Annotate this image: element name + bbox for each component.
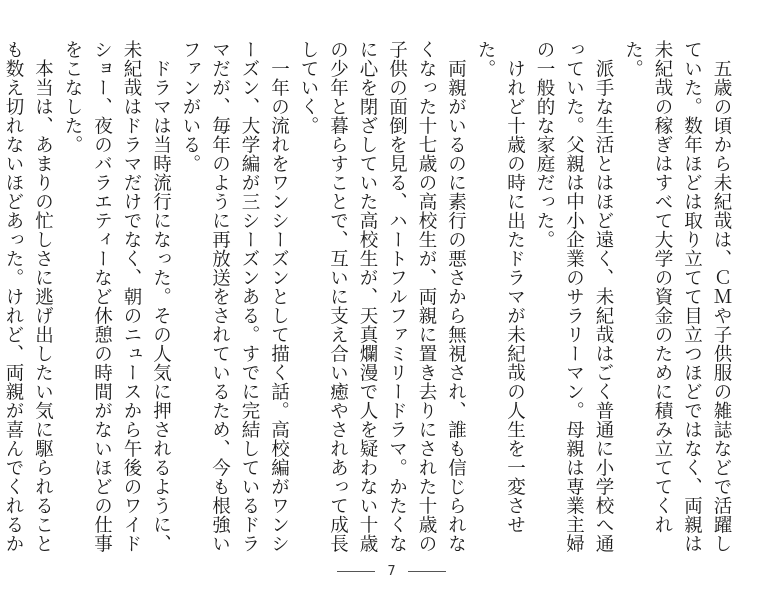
paragraph: ドラマは当時流行になった。その人気に押されるように、未紀哉はドラマだけでなく、朝のニュースから午後のワイドショー、夜のバラエティーなど休憩の時間がないほどの仕事をこなした。 xyxy=(62,40,172,553)
paragraph: 本当は、あまりの忙しさに逃げ出したい気に駆られることも数え切れないほどあった。けれど、両親が喜んでくれるか xyxy=(3,40,54,553)
folio-rule-left xyxy=(337,571,375,572)
page-folio xyxy=(0,564,783,579)
paragraph: 両親がいるのに素行の悪さから無視され、誰も信じられなくなった十七歳の高校生が、両親に置き去りにされた十歳の子供の面倒を見る、ハートフルファミリードラマ。かたくなに心を閉ざしていた高校生が、天真爛漫で人を疑わない十歳の少年と暮らすことで、互いに支え合い癒やされあって成長していく。 xyxy=(298,40,467,553)
page-number: 7 xyxy=(387,564,396,579)
folio-rule-right xyxy=(408,571,446,572)
paragraph: 五歳の頃から未紀哉は、ＣＭや子供服の雑誌などで活躍していた。数年ほどは取り立てて目立つほどではなく、両親は未紀哉の稼ぎはすべて大学の資金のために積み立ててくれた。 xyxy=(622,40,732,553)
vertical-text-body xyxy=(3,40,736,562)
paragraph: けれど十歳の時に出たドラマが未紀哉の人生を一変させた。 xyxy=(475,40,526,534)
paragraph: 派手な生活とはほど遠く、未紀哉はごく普通に小学校へ通っていた。父親は中小企業のサラリーマン。母親は専業主婦の一般的な家庭だった。 xyxy=(534,40,614,553)
paragraph: 一年の流れをワンシーズンとして描く話。高校編がワンシーズン、大学編が三シーズンある。すでに完結しているドラマだが、毎年のように再放送をされているため、今も根強いファンがいる。 xyxy=(180,40,290,553)
